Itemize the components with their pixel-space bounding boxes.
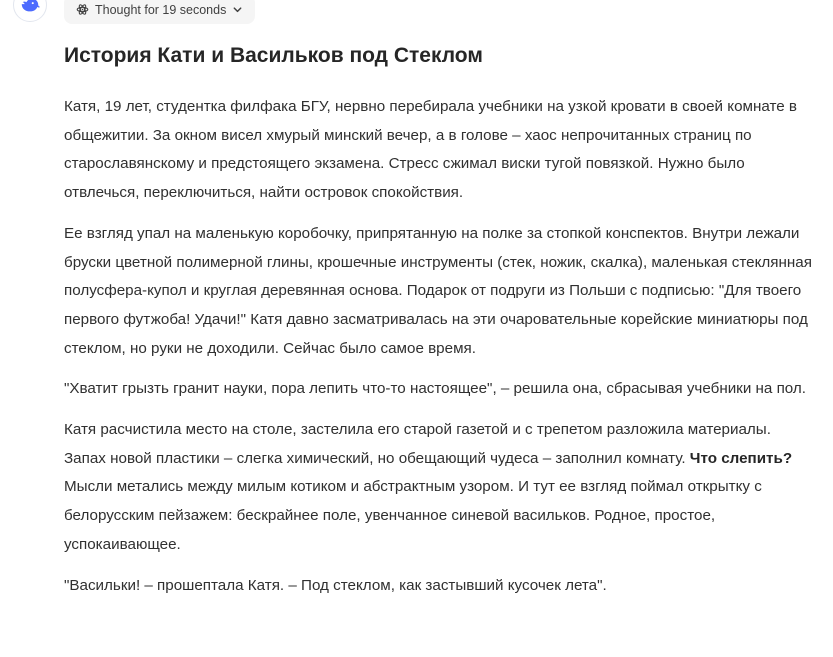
paragraph-4-text-start: Катя расчистила место на столе, застелила его старой газетой и с трепетом разложила материалы. Запах новой пластики – слегка химический, но обещающий чудеса – заполнил комнату. xyxy=(64,421,771,467)
whale-logo-icon xyxy=(19,0,41,16)
paragraph-4-text-end: Мысли метались между милым котиком и абстрактным узором. И тут ее взгляд поймал открытку с белорусским пейзажем: бескрайнее поле, увенчанное синевой васильков. Родное, простое, успокаивающее. xyxy=(64,478,762,553)
thought-duration-label: Thought for 19 seconds xyxy=(95,2,227,17)
story-paragraph-1: Катя, 19 лет, студентка филфака БГУ, нервно перебирала учебники на узкой кровати в своей комнате в общежитии. За окном висел хмурый минский вечер, а в голове – хаос непрочитанных страниц по старославянскому и предстоящего экзамена. Стресс сжимал виски тугой повязкой. Нужно было отвлечься, переключиться, найти островок спокойствия. xyxy=(64,98,797,202)
story-title: История Кати и Васильков под Стеклом xyxy=(64,44,483,67)
thought-toggle-button[interactable] xyxy=(64,0,255,24)
story-paragraph-5: "Васильки! – прошептала Катя. – Под стеклом, как застывший кусочек лета". xyxy=(64,576,607,594)
assistant-message xyxy=(64,38,816,612)
paragraph-4-bold-question: Что слепить? xyxy=(689,449,793,467)
assistant-avatar xyxy=(13,0,47,22)
story-paragraph-4 xyxy=(64,416,816,560)
atom-icon xyxy=(76,3,89,16)
story-paragraph-2: Ее взгляд упал на маленькую коробочку, припрятанную на полке за стопкой конспектов. Внутри лежали бруски цветной полимерной глины, крошечные инструменты (стек, ножик, скалка), маленькая стеклянная полусфера-купол и круглая деревянная основа. Подарок от подруги из Польши с подписью: "Для твоего первого футжоба! Удачи!" Катя давно засматривалась на эти очаровательные корейские миниатюры под стеклом, но руки не доходили. Сейчас было самое время. xyxy=(64,224,812,357)
story-paragraph-3: "Хватит грызть гранит науки, пора лепить что-то настоящее", – решила она, сбрасывая учебники на пол. xyxy=(64,380,807,398)
chevron-down-icon xyxy=(232,4,243,15)
